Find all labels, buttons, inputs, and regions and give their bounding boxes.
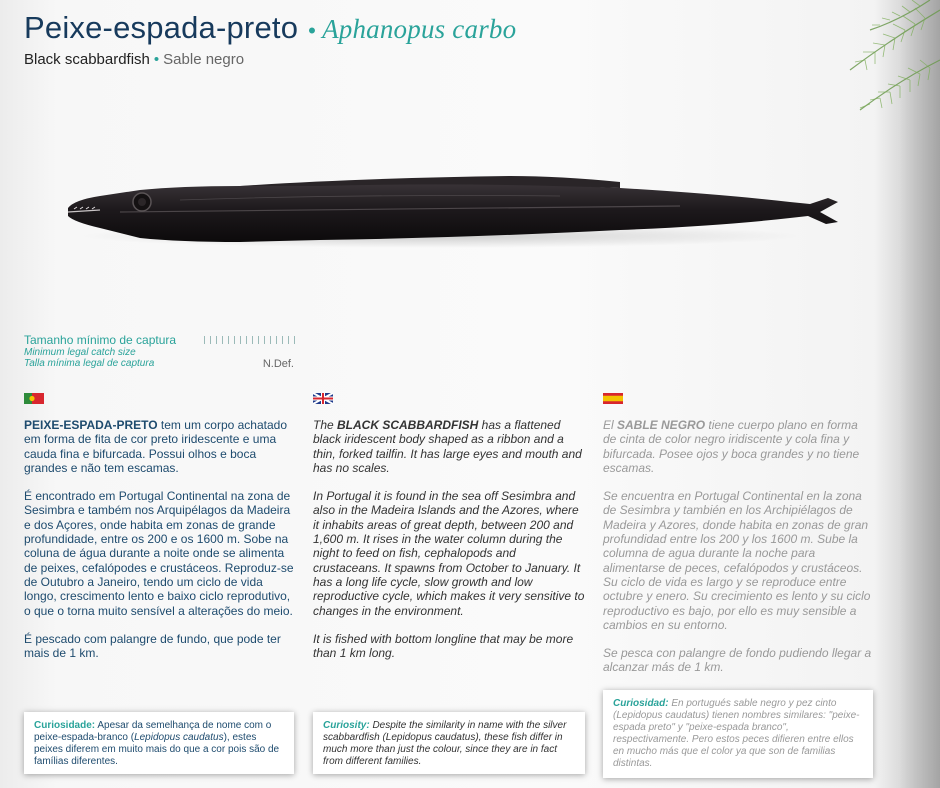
spain-flag-icon bbox=[603, 393, 623, 404]
page-title bbox=[24, 10, 516, 46]
ruler-icon bbox=[204, 336, 296, 344]
curiosity-text-en: Despite the similarity in name with the silver scabbardfish (Lepidopus caudatus), these fish differ in much more than just the colour, since they are in fact from different families. bbox=[323, 720, 567, 767]
portugal-flag-icon bbox=[24, 393, 44, 404]
description-pt: tem um corpo achatado em forma de fita de cor preto iridescente e uma cauda fina e bifurcada. Possui olhos e boca grandes e não tem escamas. bbox=[24, 418, 287, 475]
curiosity-label-pt: Curiosidade: bbox=[34, 720, 96, 731]
uk-flag-icon bbox=[313, 393, 333, 404]
paragraph-description-es bbox=[603, 418, 873, 475]
species-name-es: SABLE NEGRO bbox=[617, 418, 706, 432]
paragraph-fishing-en: It is fished with bottom longline that may be more than 1 km long. bbox=[313, 631, 574, 661]
curiosity-label-es: Curiosidad: bbox=[613, 698, 669, 709]
common-name-en: Black scabbardfish bbox=[24, 51, 150, 68]
subtitle-separator: • bbox=[153, 51, 160, 68]
curiosity-box-en bbox=[313, 712, 585, 774]
title-separator: • bbox=[308, 18, 317, 43]
common-name-pt: Peixe-espada-preto bbox=[24, 10, 299, 45]
curiosity-label-en: Curiosity: bbox=[323, 720, 370, 731]
text-column-es bbox=[603, 418, 873, 689]
minimum-catch-size bbox=[24, 333, 294, 369]
intro-pre-en: The bbox=[313, 418, 338, 432]
curiosity-box-pt bbox=[24, 712, 294, 774]
paragraph-fishing-pt: É pescado com palangre de fundo, que pode ter mais de 1 km. bbox=[24, 631, 281, 661]
paragraph-description-en bbox=[313, 418, 585, 475]
fern-decoration bbox=[750, 0, 940, 160]
paragraph-habitat-en: In Portugal it is found in the sea off Sesimbra and also in the Madeira Islands and the Azores, where it inhabits areas of great depth, between 200 and 1,600 m. It rises in the water column during the night to feed on fish, cephalopods and crustaceans. It spawns from October to January. It has a long life cycle, slow growth and low reproductive cycle, which makes it very sensitive to changes in the environment. bbox=[313, 489, 585, 618]
catch-size-label-pt: Tamanho mínimo de captura bbox=[24, 333, 177, 347]
scientific-name: Aphanopus carbo bbox=[322, 14, 517, 44]
species-name-pt: PEIXE-ESPADA-PRETO bbox=[24, 418, 158, 432]
text-column-en bbox=[313, 418, 585, 674]
paragraph-description-pt bbox=[24, 418, 294, 475]
curiosity-text-pt-a: Apesar da semelhança de nome com o peixe-espada-branco ( bbox=[34, 720, 272, 743]
paragraph-habitat-es: Se encuentra en Portugal Continental en la zona de Sesimbra y también en los Archipiélagos de Madeira y Azores, donde habita en zonas de gran profundidad entre los 200 y los 1600 m. Sube la columna de agua durante la noche para alimentarse de peces, cefalópodos y crustáceos. Su ciclo de vida es largo y se reproduce entre octubre y enero. Su crecimiento es lento y su ciclo reproductivo es bajo, por ello es muy sensible a cambios en su entorno. bbox=[603, 489, 871, 632]
curiosity-box-es bbox=[603, 690, 873, 778]
curiosity-text-es: En portugués sable negro y pez cinto (Lepidopus caudatus) tienen nombres similares: "peixe-espada preto" y "peixe-espada branco", respectivamente. Pero estos peces difieren entre ellos en mucho más que el color ya que son de familias distintas. bbox=[613, 698, 860, 769]
paragraph-fishing-es: Se pesca con palangre de fondo pudiendo llegar a alcanzar más de 1 km. bbox=[603, 646, 872, 675]
description-es: tiene cuerpo plano en forma de cinta de color negro iridiscente y cola fina y bifurcada. Posee ojos y boca grandes y no tiene escamas. bbox=[603, 418, 860, 475]
description-en: has a flattened black iridescent body shaped as a ribbon and a thin, forked tailfin. It has large eyes and mouth and has no scales. bbox=[313, 418, 582, 475]
common-name-es: Sable negro bbox=[163, 51, 245, 68]
page-subtitle bbox=[24, 51, 244, 68]
species-name-en: BLACK SCABBARDFISH bbox=[337, 418, 479, 432]
catch-size-value: N.Def. bbox=[262, 358, 294, 370]
curiosity-text-pt-b: ), estes peixes diferem em muito mais do que a cor pois são de famílias diferentes. bbox=[34, 732, 280, 767]
text-column-pt bbox=[24, 418, 294, 674]
intro-pre-es: El bbox=[603, 418, 618, 432]
catch-size-label-es: Talla mínima legal de captura bbox=[24, 358, 155, 369]
paragraph-habitat-pt: É encontrado em Portugal Continental na zona de Sesimbra e também nos Arquipélagos da Madeira e dos Açores, onde habita em zonas de grande profundidade, entre os 200 e os 1600 m. Sobe na coluna de água durante a noite onde se alimenta de peixes, cefalópodes e crustáceos. Reproduz-se de Outubro a Janeiro, tendo um ciclo de vida longo, crescimento lento e baixo ciclo reprodutivo, o que o torna muito sensível a alterações do meio. bbox=[24, 489, 294, 618]
black-scabbardfish-image bbox=[60, 160, 850, 260]
catch-size-label-en: Minimum legal catch size bbox=[24, 347, 136, 358]
curiosity-scientific-name-pt: Lepidopus caudatus bbox=[134, 732, 224, 743]
